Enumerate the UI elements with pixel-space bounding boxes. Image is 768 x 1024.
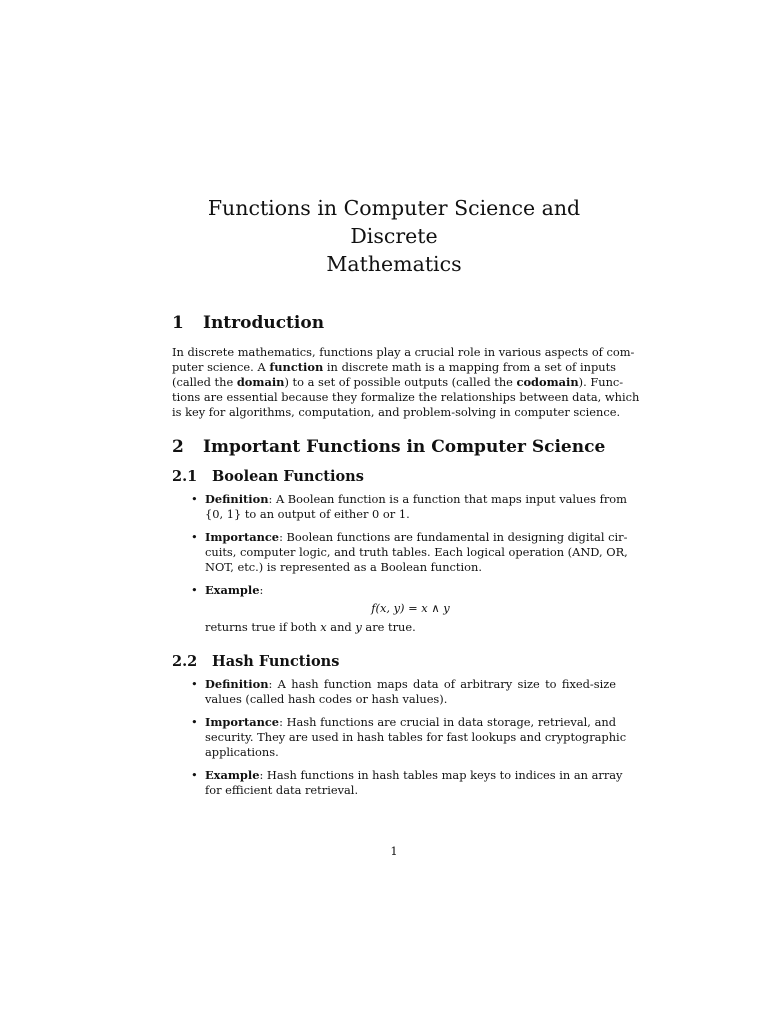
item-label: Definition (205, 492, 269, 506)
subsection-title: Hash Functions (212, 653, 340, 670)
text-run: puter science. A (172, 360, 270, 374)
item-line: security. They are used in hash tables for fast lookups and cryptographic (205, 730, 627, 744)
document-page (172, 0, 640, 1024)
section-number: 2 (172, 437, 184, 457)
subsection-heading-boolean-functions (172, 467, 364, 487)
list-item-example (172, 583, 616, 635)
paragraph-line (172, 375, 624, 390)
list-item-importance (172, 530, 628, 575)
boolean-functions-list (172, 492, 628, 635)
text-run: : Hash functions are crucial in data storage, retrieval, and (279, 715, 616, 729)
title-line-1: Functions in Computer Science and Discrete (207, 196, 581, 248)
item-line (205, 583, 616, 598)
subsection-title: Boolean Functions (212, 468, 364, 485)
item-line: values (called hash codes or hash values). (205, 692, 448, 706)
text-run: to an output of either 0 or 1. (241, 507, 410, 521)
bullet-icon: • (191, 492, 198, 506)
item-label: Definition (205, 677, 269, 691)
item-label: Example (205, 768, 260, 782)
text-run: ). Func- (578, 375, 624, 389)
list-item-definition (172, 492, 627, 522)
item-label: Importance (205, 715, 280, 729)
text-run: : A hash function maps data of arbitrary size to fixed-size (268, 677, 616, 691)
term-codomain: codomain (516, 375, 579, 389)
term-domain: domain (236, 375, 285, 389)
bullet-icon: • (191, 677, 198, 691)
text-run: in discrete math is a mapping from a set of inputs (323, 360, 616, 374)
bullet-icon: • (191, 715, 198, 729)
text-run: are true. (361, 620, 416, 634)
section-heading-important-functions (172, 436, 605, 458)
text-run: and (326, 620, 356, 634)
math-variable: y (355, 620, 362, 634)
list-item-definition (172, 677, 616, 707)
subsection-number: 2.2 (172, 653, 198, 670)
item-line (205, 620, 616, 635)
paragraph-line: is key for algorithms, computation, and problem-solving in computer science. (172, 405, 621, 419)
paragraph-line (172, 360, 616, 375)
paragraph-line: In discrete mathematics, functions play a crucial role in various aspects of com- (172, 345, 635, 359)
page-number: 1 (390, 844, 398, 858)
list-item-example (172, 768, 623, 798)
item-line: cuits, computer logic, and truth tables. Each logical operation (AND, OR, (205, 545, 628, 559)
subsection-number: 2.1 (172, 468, 198, 485)
bullet-icon: • (191, 583, 198, 597)
item-line (205, 768, 623, 783)
introduction-paragraph (172, 345, 640, 420)
list-item-importance (172, 715, 627, 760)
item-label: Importance (205, 530, 280, 544)
bullet-icon: • (191, 768, 198, 782)
text-run: : Boolean functions are fundamental in designing digital cir- (279, 530, 628, 544)
page-title (172, 194, 616, 278)
text-run: : (259, 583, 264, 597)
item-line (205, 507, 616, 522)
paragraph-line: tions are essential because they formalize the relationships between data, which (172, 390, 640, 404)
item-line (205, 492, 627, 507)
item-line: applications. (205, 745, 279, 759)
math-variable: x (320, 620, 327, 634)
text-run: : A Boolean function is a function that maps input values from (268, 492, 627, 506)
bullet-icon: • (191, 530, 198, 544)
section-number: 1 (172, 313, 184, 333)
text-run: ) to a set of possible outputs (called the (284, 375, 517, 389)
section-heading-introduction (172, 312, 324, 334)
text-run: (called the (172, 375, 237, 389)
boolean-formula: f(x, y) = x ∧ y (371, 601, 450, 615)
set-notation: {0, 1} (205, 507, 242, 521)
title-line-2: Mathematics (326, 252, 462, 276)
hash-functions-list (172, 677, 627, 798)
term-function: function (269, 360, 324, 374)
item-line (205, 715, 616, 730)
item-line: NOT, etc.) is represented as a Boolean function. (205, 560, 482, 574)
section-title: Introduction (203, 313, 325, 333)
item-label: Example (205, 583, 260, 597)
item-line (205, 677, 616, 692)
item-line (205, 530, 628, 545)
subsection-heading-hash-functions (172, 652, 339, 672)
item-line: for efficient data retrieval. (205, 783, 359, 797)
text-run: returns true if both (205, 620, 321, 634)
section-title: Important Functions in Computer Science (203, 437, 606, 457)
text-run: : Hash functions in hash tables map keys to indices in an array (259, 768, 623, 782)
